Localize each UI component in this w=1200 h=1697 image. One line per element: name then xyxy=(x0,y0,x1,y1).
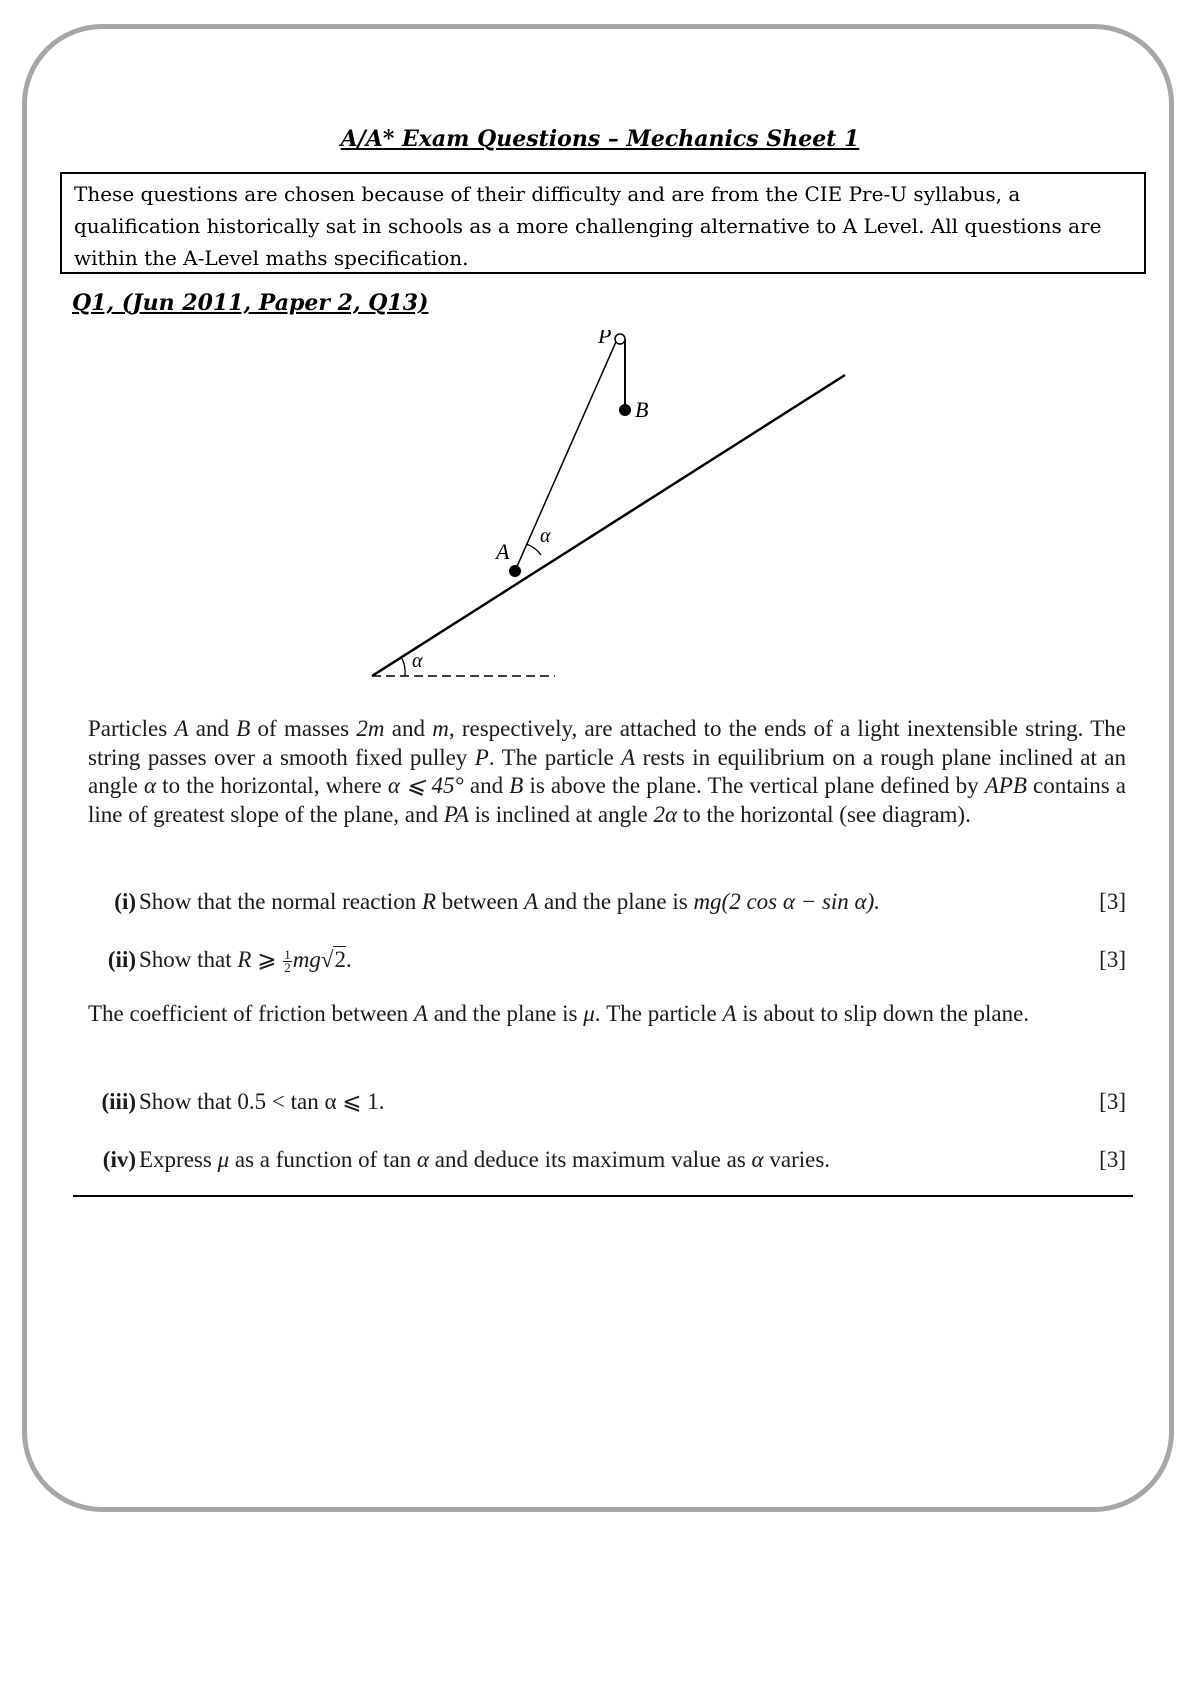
question-heading: Q1, (Jun 2011, Paper 2, Q13) xyxy=(72,290,429,316)
part-ii-text: Show that R ⩾ $\frac{1}{2}$ mg√2. xyxy=(139,947,352,976)
part-iii xyxy=(88,1086,1126,1118)
part-iii-number: (iii) xyxy=(101,1089,136,1114)
label-p: P xyxy=(598,330,612,348)
label-alpha-plane: α xyxy=(412,650,423,672)
part-ii xyxy=(88,944,1126,976)
part-iv xyxy=(88,1144,1126,1176)
part-i xyxy=(88,886,1126,918)
particle-b xyxy=(619,404,631,416)
label-a: A xyxy=(496,539,510,564)
part-iv-number: (iv) xyxy=(102,1147,136,1172)
end-of-question-rule xyxy=(73,1195,1133,1197)
fraction-half: $\frac{1}{2}$ xyxy=(284,947,291,976)
part-iv-text: Express μ as a function of tan α and deduce its maximum value as α varies. xyxy=(139,1147,831,1172)
intro-box xyxy=(60,172,1146,274)
intro-text: These questions are chosen because of their difficulty and are from the CIE Pre-U syllabus, a qualification historically sat in schools as a more challenging alternative to A Level. All questions are within the A-Level maths specification. xyxy=(74,182,1102,270)
part-i-marks: [3] xyxy=(1099,889,1126,914)
pulley-diagram xyxy=(360,330,860,690)
label-alpha-string: α xyxy=(540,525,551,547)
string-pa xyxy=(515,335,619,571)
pulley xyxy=(615,334,625,344)
part-iii-text: Show that 0.5 < tan α ⩽ 1. xyxy=(139,1089,385,1114)
part-i-number: (i) xyxy=(114,889,136,914)
particle-a xyxy=(509,565,521,577)
question-paragraph-1: Particles A and B of masses 2m and m, respectively, are attached to the ends of a light inextensible string. The string passes over a smooth fixed pulley P. The particle A rests in equilibrium on a rough plane inclined at an angle α to the horizontal, where α ⩽ 45° and B is above the plane. The vertical plane defined by APB contains a line of greatest slope of the plane, and PA is inclined at angle 2α to the horizontal (see diagram). xyxy=(88,716,1127,827)
inclined-plane xyxy=(372,375,845,676)
part-i-text: Show that the normal reaction R between A and the plane is mg(2 cos α − sin α). xyxy=(139,889,881,914)
sheet-title: A/A* Exam Questions – Mechanics Sheet 1 xyxy=(340,126,860,152)
part-ii-number: (ii) xyxy=(107,947,136,972)
string-angle-arc xyxy=(526,544,541,555)
part-ii-marks: [3] xyxy=(1099,947,1126,972)
part-iv-marks: [3] xyxy=(1099,1147,1126,1172)
base-angle-arc xyxy=(402,658,406,677)
label-b: B xyxy=(635,397,649,422)
part-iii-marks: [3] xyxy=(1099,1089,1126,1114)
question-paragraph-2: The coefficient of friction between A and the plane is μ. The particle A is about to slip down the plane. xyxy=(88,1001,1030,1026)
